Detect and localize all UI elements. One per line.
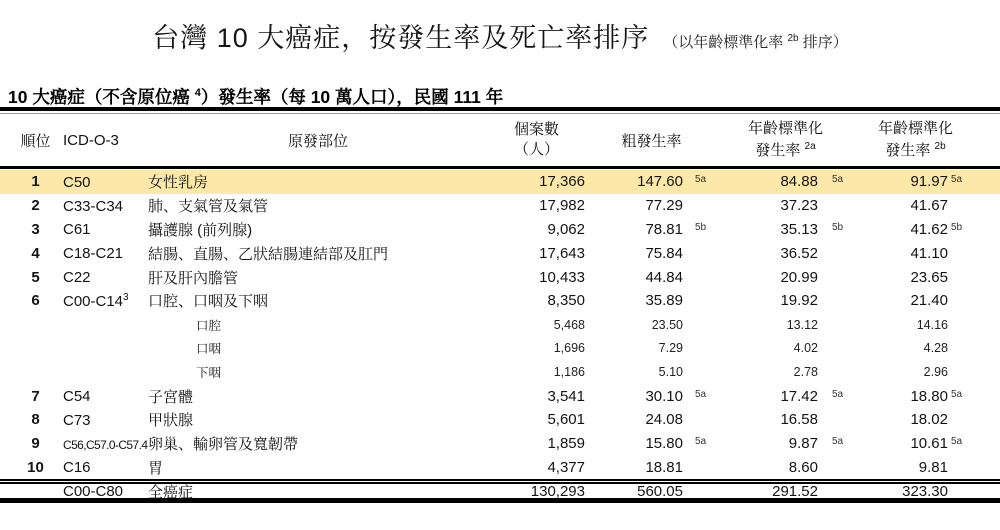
title-note — [663, 34, 848, 51]
cell-case-count: 1,859 — [547, 435, 585, 453]
cell-icd-code: $C00-C14^3$ — [63, 291, 129, 310]
cell-case-count: 9,062 — [547, 220, 585, 238]
table-row — [0, 218, 1000, 242]
cell-asr-2a: 2.78 — [793, 365, 818, 380]
cell-crude-rate-superscript: 5b — [695, 221, 707, 233]
cell-asr-2b-superscript — [948, 483, 978, 500]
cell-asr-2b: 18.02 — [910, 411, 948, 429]
cell-asr-2a-superscript — [818, 245, 853, 262]
cell-crude-rate: 35.89 — [645, 292, 683, 310]
column-header-cases-line2: （人） — [513, 141, 559, 158]
table-row — [0, 194, 1000, 218]
cell-asr-2b-superscript: 5a — [951, 436, 963, 448]
cell-asr-2b-superscript — [948, 411, 978, 428]
cell-primary-site: 口腔、口咽及下咽 — [148, 293, 269, 311]
cell-crude-rate-superscript: 5a — [695, 388, 707, 400]
cell-asr-2a: 4.02 — [793, 341, 818, 356]
cell-asr-2b: 2.96 — [923, 365, 948, 380]
cell-asr-2b-superscript: 5a — [951, 388, 963, 400]
table-row — [0, 337, 1000, 361]
cell-crude-rate-superscript: 5a — [695, 174, 707, 186]
cell-crude-rate-superscript — [683, 341, 718, 355]
cell-asr-2b: 18.80 — [910, 387, 948, 405]
cell-crude-rate-superscript — [683, 318, 718, 332]
table-row — [0, 479, 1000, 503]
cell-icd-code: C61 — [63, 221, 91, 239]
cell-crude-rate: 5.10 — [658, 365, 683, 380]
table-row — [0, 456, 1000, 480]
cell-case-count: 17,982 — [539, 197, 585, 215]
cell-icd-code: C00-C80 — [63, 483, 124, 501]
column-header-crude-rate: 粗發生率 — [621, 132, 682, 150]
cell-rank: 10 — [27, 458, 44, 476]
cell-primary-site: 口腔 — [196, 318, 222, 333]
title-note-superscript: 2b — [787, 33, 799, 44]
cell-primary-site: 子宮體 — [148, 388, 194, 406]
cell-icd-code: C16 — [63, 459, 91, 477]
cell-crude-rate-superscript: 5a — [695, 436, 707, 448]
cell-icd-code: C73 — [63, 411, 91, 429]
cell-asr-2a: 16.58 — [780, 411, 818, 429]
column-header-asr-2b-line2: 發生率 $^{2b}$ — [885, 140, 946, 159]
cell-asr-2a-superscript — [818, 292, 853, 309]
cell-primary-site: 甲狀腺 — [148, 412, 194, 430]
cell-asr-2b-superscript — [948, 459, 978, 476]
cell-crude-rate: 23.50 — [651, 317, 683, 332]
cell-asr-2b: 41.62 — [910, 220, 948, 238]
cell-asr-2a: 8.60 — [788, 458, 818, 476]
cell-rank: 4 — [31, 244, 40, 262]
cell-icd-code: C54 — [63, 388, 91, 406]
cell-asr-2b: 4.28 — [923, 341, 948, 356]
cell-crude-rate: 24.08 — [645, 411, 683, 429]
cell-crude-rate: 7.29 — [658, 341, 683, 356]
cell-asr-2a-superscript — [818, 411, 853, 428]
cell-rank: 9 — [31, 435, 40, 453]
subtitle-superscript: 4 — [194, 87, 201, 100]
cell-asr-2a-superscript — [818, 197, 853, 214]
cell-asr-2a: 35.13 — [780, 220, 818, 238]
cell-case-count: 4,377 — [547, 458, 585, 476]
title-note-prefix: （以年齡標準化率 — [663, 34, 784, 51]
cell-asr-2a: 13.12 — [786, 317, 818, 332]
cell-asr-2b-superscript: 5b — [951, 221, 963, 233]
cell-crude-rate: 78.81 — [645, 220, 683, 238]
cell-rank: 5 — [31, 268, 40, 286]
cell-case-count: 5,601 — [547, 411, 585, 429]
cell-asr-2a-superscript — [818, 318, 853, 332]
cell-asr-2a-superscript: 5a — [832, 174, 844, 186]
cell-crude-rate: 15.80 — [645, 435, 683, 453]
cell-crude-rate-superscript — [683, 483, 718, 500]
column-header-cases-line1: 個案數 — [513, 120, 559, 138]
cell-asr-2b-superscript — [948, 365, 978, 379]
cell-case-count: 17,366 — [539, 173, 585, 191]
cell-asr-2a: 291.52 — [772, 482, 818, 500]
table-header-row — [0, 114, 1000, 166]
cell-rank: 6 — [31, 292, 40, 310]
cell-crude-rate: 75.84 — [645, 244, 683, 262]
cell-crude-rate: 30.10 — [645, 387, 683, 405]
cell-asr-2a: 9.87 — [788, 435, 818, 453]
subtitle-prefix: 10 大癌症（不含原位癌 — [8, 87, 190, 107]
cell-asr-2b: 21.40 — [910, 292, 948, 310]
cell-icd-code: C56,C57.0-C57.4 — [63, 437, 148, 452]
header-underline — [0, 166, 1000, 169]
column-header-icd: ICD-O-3 — [63, 131, 119, 149]
cell-asr-2a: 19.92 — [780, 292, 818, 310]
cell-primary-site: 口咽 — [196, 342, 222, 357]
cell-icd-code: C50 — [63, 173, 91, 191]
cell-asr-2a: 20.99 — [780, 268, 818, 286]
column-header-cases — [488, 120, 585, 161]
column-header-asr-2a-superscript: 2a — [804, 140, 816, 152]
column-header-site: 原發部位 — [287, 132, 348, 150]
cell-primary-site: 卵巢、輸卵管及寬韌帶 — [148, 436, 299, 454]
column-header-asr-2b-superscript: 2b — [934, 140, 946, 152]
cell-case-count: 3,541 — [547, 387, 585, 405]
cell-crude-rate: 147.60 — [637, 173, 683, 191]
cell-asr-2b: 41.10 — [910, 244, 948, 262]
column-header-rank: 順位 — [20, 132, 51, 150]
cell-crude-rate: 18.81 — [645, 458, 683, 476]
cell-primary-site: 下咽 — [196, 366, 222, 381]
cell-primary-site: 肺、支氣管及氣管 — [148, 198, 269, 216]
cell-primary-site: 肝及肝內膽管 — [148, 269, 239, 287]
cell-rank: 7 — [31, 387, 40, 405]
top-rule — [0, 107, 1000, 111]
cell-rank: 8 — [31, 411, 40, 429]
cell-asr-2b: 323.30 — [902, 482, 948, 500]
cell-asr-2b-superscript — [948, 341, 978, 355]
cell-primary-site: 攝護腺 (前列腺) — [148, 221, 253, 239]
cell-primary-site: 全癌症 — [148, 483, 194, 501]
cell-primary-site: 結腸、直腸、乙狀結腸連結部及肛門 — [148, 245, 389, 263]
cell-case-count: 17,643 — [539, 244, 585, 262]
column-header-asr-2b — [853, 119, 978, 161]
table-row — [0, 360, 1000, 384]
cell-asr-2b: 14.16 — [916, 317, 948, 332]
cell-icd-code: C22 — [63, 269, 91, 287]
table-row — [0, 408, 1000, 432]
cell-case-count: 1,186 — [553, 365, 585, 380]
cell-rank: 3 — [31, 220, 40, 238]
cell-asr-2a: 17.42 — [780, 387, 818, 405]
cell-case-count: 1,696 — [553, 341, 585, 356]
cell-asr-2b-superscript — [948, 197, 978, 214]
cell-icd-code: C33-C34 — [63, 197, 124, 215]
page-title: 台灣 10 大癌症，按發生率及死亡率排序 — [152, 23, 650, 53]
cell-asr-2b: 23.65 — [910, 268, 948, 286]
cell-case-count: 8,350 — [547, 292, 585, 310]
cell-icd-code: C18-C21 — [63, 245, 124, 263]
cell-crude-rate-superscript — [683, 459, 718, 476]
cell-asr-2a-superscript — [818, 365, 853, 379]
cell-asr-2a-superscript: 5b — [832, 221, 844, 233]
cell-rank: 2 — [31, 197, 40, 215]
table-row — [0, 432, 1000, 456]
table-body — [0, 170, 1000, 503]
table-subtitle — [8, 84, 503, 109]
cell-asr-2b-superscript — [948, 245, 978, 262]
cell-asr-2a: 37.23 — [780, 197, 818, 215]
cell-primary-site: 女性乳房 — [148, 174, 209, 192]
cell-crude-rate-superscript — [683, 292, 718, 309]
column-header-asr-2a — [718, 119, 853, 161]
cell-case-count: 5,468 — [553, 317, 585, 332]
cell-asr-2a-superscript — [818, 483, 853, 500]
cell-asr-2a-superscript — [818, 459, 853, 476]
table-row — [0, 384, 1000, 408]
cell-case-count: 10,433 — [539, 268, 585, 286]
cell-asr-2b-superscript — [948, 318, 978, 332]
cell-crude-rate-superscript — [683, 269, 718, 286]
cell-asr-2a-superscript: 5a — [832, 436, 844, 448]
cell-asr-2b: 10.61 — [910, 435, 948, 453]
title-note-suffix: 排序） — [802, 34, 848, 51]
cell-asr-2a-superscript: 5a — [832, 388, 844, 400]
table-row — [0, 289, 1000, 313]
column-header-asr-2a-line2: 發生率 $^{2a}$ — [755, 140, 816, 159]
cell-asr-2b-superscript — [948, 269, 978, 286]
table-row — [0, 170, 1000, 194]
cell-asr-2a-superscript — [818, 341, 853, 355]
column-header-asr-2a-line1: 年齡標準化 — [747, 120, 823, 138]
cell-asr-2b: 41.67 — [910, 197, 948, 215]
cell-asr-2a: 84.88 — [780, 173, 818, 191]
cell-crude-rate: 44.84 — [645, 268, 683, 286]
cell-crude-rate: 560.05 — [637, 482, 683, 500]
cell-crude-rate-superscript — [683, 365, 718, 379]
cell-crude-rate-superscript — [683, 197, 718, 214]
column-header-asr-2b-line1: 年齡標準化 — [877, 120, 953, 138]
cell-crude-rate-superscript — [683, 245, 718, 262]
table-row — [0, 265, 1000, 289]
cell-asr-2b-superscript — [948, 292, 978, 309]
cell-primary-site: 胃 — [148, 459, 164, 477]
page-title-line — [0, 16, 1000, 55]
cell-icd-superscript: 3 — [123, 291, 129, 303]
cell-rank: 1 — [31, 173, 40, 191]
table-row — [0, 313, 1000, 337]
cell-asr-2b-superscript: 5a — [951, 174, 963, 186]
table-row — [0, 241, 1000, 265]
cell-case-count: 130,293 — [530, 482, 585, 500]
cell-crude-rate: 77.29 — [645, 197, 683, 215]
cell-crude-rate-superscript — [683, 411, 718, 428]
subtitle-suffix: ）發生率（每 10 萬人口），民國 111 年 — [200, 87, 504, 107]
cell-asr-2a-superscript — [818, 269, 853, 286]
cell-asr-2a: 36.52 — [780, 244, 818, 262]
cell-asr-2b: 9.81 — [918, 458, 948, 476]
cell-asr-2b: 91.97 — [910, 173, 948, 191]
